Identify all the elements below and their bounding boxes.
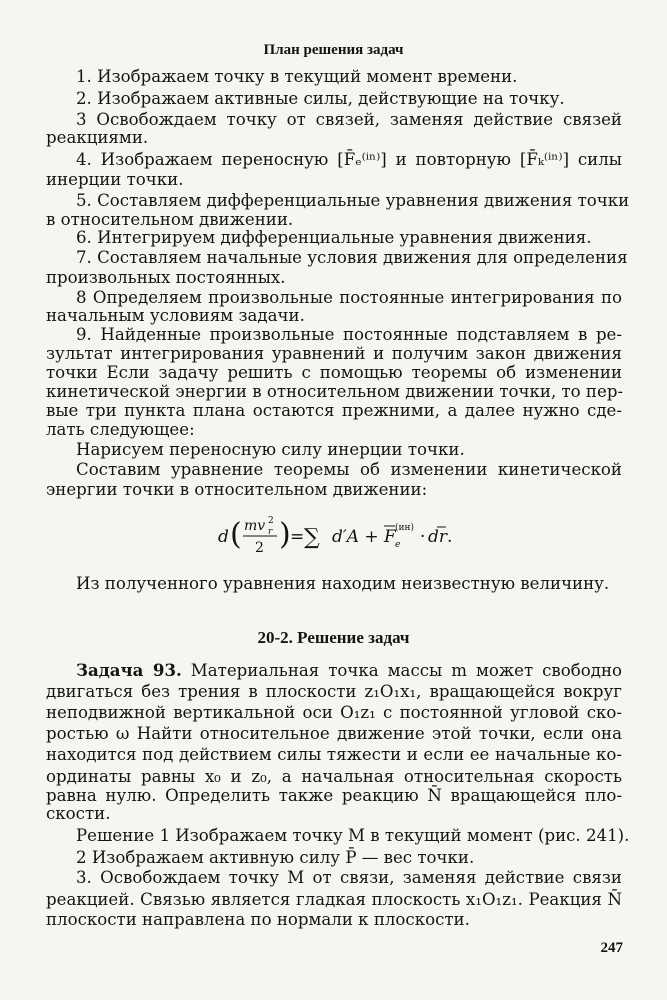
formula-sum: ∑ xyxy=(304,525,320,550)
task-line-8: скости. xyxy=(46,804,111,823)
formula-period: . xyxy=(447,527,453,547)
formula-paren-open: ( xyxy=(230,517,242,552)
plan-item-9: 9. Найденные произвольные постоянные подставляем в ре- xyxy=(76,325,622,344)
kinetic-energy-formula xyxy=(0,510,667,560)
plan-note-2-cont: энергии точки в относительном движении: xyxy=(46,480,428,499)
solution-line-5: плоскости направлена по нормали к плоскости. xyxy=(46,910,470,929)
task-line-3: неподвижной вертикальной оси O₁z₁ с постоянной угловой ско- xyxy=(46,703,622,722)
plan-item-8-cont: начальным условиям задачи. xyxy=(46,306,305,325)
task-line-4: ростью ω Найти относительное движение этой точки, если она xyxy=(46,724,622,743)
plan-item-5: 5. Составляем дифференциальные уравнения движения точки xyxy=(76,191,630,210)
solution-line-1: Решение 1 Изображаем точку M в текущий момент (рис. 241). xyxy=(76,826,630,845)
plan-item-4-cont: инерции точки. xyxy=(46,170,184,189)
running-header: План решения задач xyxy=(263,42,404,58)
plan-item-8: 8 Определяем произвольные постоянные интегрирования по xyxy=(76,288,622,307)
task-first-line xyxy=(76,660,622,681)
plan-item-7-cont: произвольных постоянных. xyxy=(46,268,286,287)
plan-note-1: Нарисуем переносную силу инерции точки. xyxy=(76,440,465,459)
task-line-2: двигаться без трения в плоскости z₁O₁x₁, вращающейся вокруг xyxy=(46,682,622,701)
plan-item-4: 4. Изображаем переносную [F̄ₑ⁽ⁱⁿ⁾] и повторную [F̄ₖ⁽ⁱⁿ⁾] силы xyxy=(76,150,622,169)
plan-item-2: 2. Изображаем активные силы, действующие на точку. xyxy=(76,89,565,108)
formula-numerator-sub: r xyxy=(268,527,273,537)
plan-item-9-line-3: точки Если задачу решить с помощью теоремы об изменении xyxy=(46,363,622,382)
plan-item-9-line-4: кинетической энергии в относительном движении точки, то пер- xyxy=(46,382,624,401)
plan-item-9-line-6: лать следующее: xyxy=(46,420,195,439)
solution-line-4: реакцией. Связью является гладкая плоскость x₁O₁z₁. Реакция N̄ xyxy=(46,890,622,909)
plan-item-3-cont: реакциями. xyxy=(46,128,149,147)
plan-item-1: 1. Изображаем точку в текущий момент времени. xyxy=(76,67,518,86)
page-number: 247 xyxy=(600,940,623,956)
task-label: Задача 93. xyxy=(76,660,182,680)
formula-dot: · xyxy=(420,527,426,547)
formula-dA: d′A + xyxy=(332,527,379,547)
formula-numerator: mv xyxy=(244,518,266,534)
formula-F-sub: e xyxy=(395,540,401,550)
formula-d: d xyxy=(218,527,229,547)
solution-line-3: 3. Освобождаем точку M от связи, заменяя действие связи xyxy=(76,868,622,887)
formula-dr: dr xyxy=(428,527,448,547)
after-formula-text: Из полученного уравнения находим неизвестную величину. xyxy=(76,574,610,593)
plan-item-5-cont: в относительном движении. xyxy=(46,210,294,229)
plan-item-9-line-2: зультат интегрирования уравнений и получим закон движения xyxy=(46,344,622,363)
formula-paren-close: ) xyxy=(279,517,291,552)
formula-F-sup: (ин) xyxy=(395,523,415,533)
formula-equals: = xyxy=(290,527,305,547)
task-line-6: ординаты равны x₀ и z₀, а начальная относительная скорость xyxy=(46,767,622,786)
plan-item-3: 3 Освобождаем точку от связей, заменяя действие связей xyxy=(76,110,622,129)
task-line-5: находится под действием силы тяжести и если ее начальные ко- xyxy=(46,745,622,764)
formula-F: F xyxy=(384,527,396,547)
solution-line-2: 2 Изображаем активную силу P̄ — вес точки. xyxy=(76,848,475,867)
task-line-7: равна нулю. Определить также реакцию N̄ вращающейся пло- xyxy=(46,786,622,805)
plan-note-2: Составим уравнение теоремы об изменении кинетической xyxy=(76,460,622,479)
plan-item-6: 6. Интегрируем дифференциальные уравнения движения. xyxy=(76,228,592,247)
plan-item-9-line-5: вые три пункта плана остаются прежними, а далее нужно сде- xyxy=(46,401,622,420)
section-title: 20-2. Решение задач xyxy=(257,628,410,647)
formula-numerator-sup: 2 xyxy=(268,516,274,526)
plan-item-7: 7. Составляем начальные условия движения для определения xyxy=(76,248,628,267)
formula-denominator: 2 xyxy=(255,540,264,556)
task-line-1: Материальная точка массы m может свободно xyxy=(190,661,622,680)
